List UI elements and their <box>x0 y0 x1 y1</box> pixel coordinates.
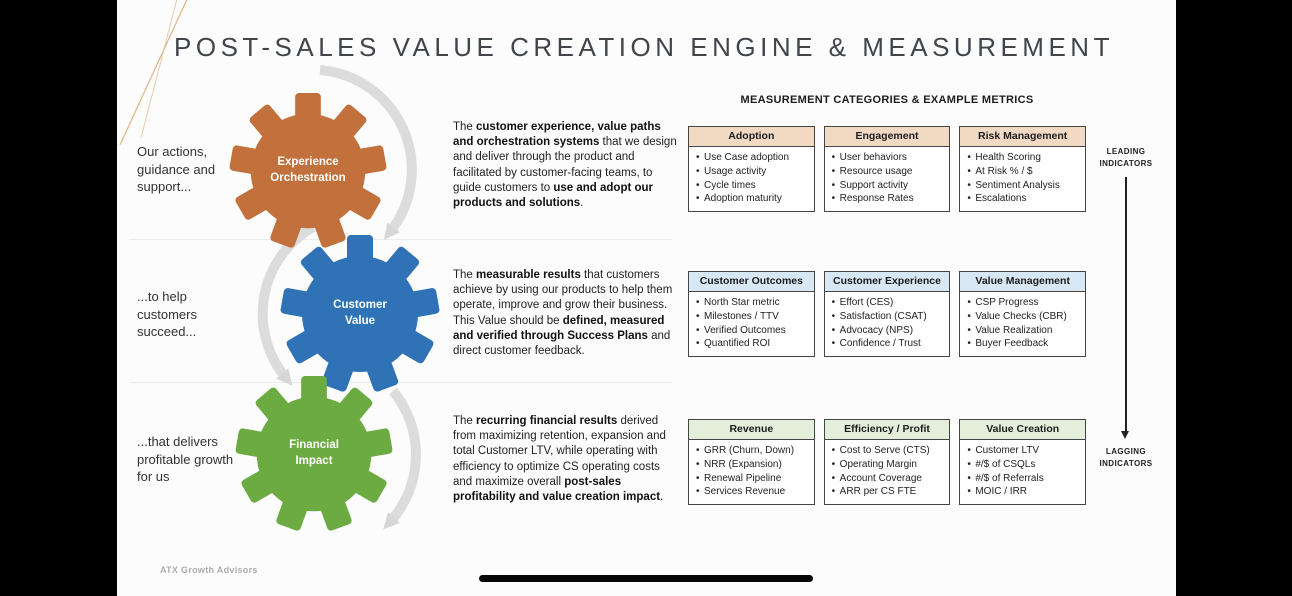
metric-item: • Satisfaction (CSAT) <box>829 310 948 324</box>
metric-list <box>689 147 814 211</box>
metric-list <box>960 440 1085 504</box>
metric-item: • Quantified ROI <box>693 337 812 351</box>
gear-label-line: Financial <box>289 439 339 452</box>
metric-item: • Cycle times <box>693 179 812 193</box>
metric-item: • Value Checks (CBR) <box>964 310 1083 324</box>
metric-item: • Buyer Feedback <box>964 337 1083 351</box>
metric-item: • Renewal Pipeline <box>693 472 812 486</box>
metric-box-adoption <box>688 126 815 212</box>
gear-customer-value <box>280 234 440 394</box>
indicators-arrow-line <box>1125 177 1127 431</box>
text-run: The <box>453 269 477 281</box>
metric-list <box>825 292 950 356</box>
metric-list <box>825 147 950 211</box>
metric-item: • Cost to Serve (CTS) <box>829 444 948 458</box>
metric-item: • MOIC / IRR <box>964 485 1083 499</box>
metric-box-risk-management <box>959 126 1086 212</box>
left-label-growth: ...that delivers profitable growth for us <box>137 434 234 485</box>
metric-box-revenue <box>688 419 815 505</box>
metric-item: • Usage activity <box>693 165 812 179</box>
metric-box-customer-outcomes <box>688 271 815 357</box>
metric-item: • Response Rates <box>829 192 948 206</box>
gear-label-line: Customer <box>333 299 387 312</box>
arrow-down-icon <box>1121 431 1129 439</box>
metric-box-engagement <box>824 126 951 212</box>
metric-item: • Operating Margin <box>829 458 948 472</box>
metric-box-title: Risk Management <box>960 127 1085 147</box>
metric-item: • #/$ of Referrals <box>964 472 1083 486</box>
metric-item: • Use Case adoption <box>693 151 812 165</box>
metric-item: • Effort (CES) <box>829 296 948 310</box>
metric-item: • Escalations <box>964 192 1083 206</box>
company-watermark: ATX Growth Advisors <box>160 565 258 575</box>
text-run: . <box>660 490 664 503</box>
text-run: that we design and deliver through the product and facilitated by customer-facing teams, to guide customers to <box>453 136 677 194</box>
metric-list <box>960 292 1085 356</box>
metric-list <box>825 440 950 504</box>
metric-item: • Value Realization <box>964 324 1083 338</box>
metrics-row-value <box>688 271 1086 357</box>
metric-item: • User behaviors <box>829 151 948 165</box>
metric-box-title: Adoption <box>689 127 814 147</box>
metric-box-title: Efficiency / Profit <box>825 420 950 440</box>
text-run: measurable results <box>476 269 581 281</box>
text-run: use and adopt our products and solutions <box>453 181 654 209</box>
metrics-row-leading <box>688 126 1086 212</box>
gear-label-line: Orchestration <box>270 172 346 184</box>
metric-item: • Services Revenue <box>693 485 812 499</box>
metric-item: • #/$ of CSQLs <box>964 458 1083 472</box>
left-label-actions: Our actions, guidance and support... <box>137 144 216 195</box>
gear-label-line: Value <box>344 315 376 327</box>
paragraph-financial-impact <box>453 414 679 505</box>
metric-item: • Sentiment Analysis <box>964 179 1083 193</box>
gear-label <box>229 92 387 250</box>
gear-experience-orchestration <box>229 92 387 250</box>
metric-box-customer-experience <box>824 271 951 357</box>
metric-item: • North Star metric <box>693 296 812 310</box>
text-run: that customers achieve by using our products to help them operate, improve and grow their business. This Value should be <box>453 269 673 327</box>
text-run: derived from maximizing retention, expansion and total Customer LTV, while operating with efficiency to optimize CS operating costs and maximize overall <box>453 415 666 488</box>
text-run: post-sales profitability and value creation impact <box>453 475 661 503</box>
metric-item: • CSP Progress <box>964 296 1083 310</box>
metric-item: • Health Scoring <box>964 151 1083 165</box>
metric-list <box>689 292 814 356</box>
metrics-row-lagging <box>688 419 1086 505</box>
text-run: recurring financial results <box>476 415 618 427</box>
slide-title: POST-SALES VALUE CREATION ENGINE & MEASUREMENT <box>174 32 1114 62</box>
gear-label <box>235 375 393 533</box>
metric-box-title: Value Management <box>960 272 1085 292</box>
metric-item: • Account Coverage <box>829 472 948 486</box>
paragraph-experience-orchestration <box>453 120 679 211</box>
text-run: defined, measured and verified through Success Plans <box>453 314 665 342</box>
metric-item: • At Risk % / $ <box>964 165 1083 179</box>
text-run: The <box>453 121 477 133</box>
paragraph-customer-value <box>453 268 679 359</box>
text-run: The <box>453 415 477 427</box>
measurement-heading: MEASUREMENT CATEGORIES & EXAMPLE METRICS <box>740 94 1034 106</box>
metric-box-title: Customer Outcomes <box>689 272 814 292</box>
gear-label <box>280 234 440 394</box>
metric-box-title: Value Creation <box>960 420 1085 440</box>
gear-label-line: Impact <box>295 455 333 467</box>
metric-item: • ARR per CS FTE <box>829 485 948 499</box>
text-run: customer experience, value paths and orchestration systems <box>453 121 661 149</box>
metric-box-value-creation <box>959 419 1086 505</box>
leading-indicators-label: LEADING INDICATORS <box>1099 147 1153 169</box>
gear-financial-impact <box>235 375 393 533</box>
metric-list <box>689 440 814 504</box>
metric-list <box>960 147 1085 211</box>
metric-box-value-management <box>959 271 1086 357</box>
metric-box-title: Customer Experience <box>825 272 950 292</box>
metric-item: • GRR (Churn, Down) <box>693 444 812 458</box>
metric-item: • Adoption maturity <box>693 192 812 206</box>
metric-item: • Confidence / Trust <box>829 337 948 351</box>
text-run: and direct customer feedback. <box>453 329 671 357</box>
metric-box-title: Engagement <box>825 127 950 147</box>
metric-box-title: Revenue <box>689 420 814 440</box>
metric-item: • NRR (Expansion) <box>693 458 812 472</box>
metric-item: • Milestones / TTV <box>693 310 812 324</box>
metric-item: • Verified Outcomes <box>693 324 812 338</box>
metric-item: • Support activity <box>829 179 948 193</box>
slide <box>117 0 1176 596</box>
metric-item: • Customer LTV <box>964 444 1083 458</box>
lagging-indicators-label: LAGGING INDICATORS <box>1099 447 1153 469</box>
left-label-help: ...to help customers succeed... <box>137 289 197 340</box>
metric-box-efficiency-profit <box>824 419 951 505</box>
metric-item: • Advocacy (NPS) <box>829 324 948 338</box>
text-run: . <box>580 196 584 209</box>
gear-label-line: Experience <box>277 156 339 169</box>
home-indicator-bar[interactable] <box>479 575 813 582</box>
metric-item: • Resource usage <box>829 165 948 179</box>
